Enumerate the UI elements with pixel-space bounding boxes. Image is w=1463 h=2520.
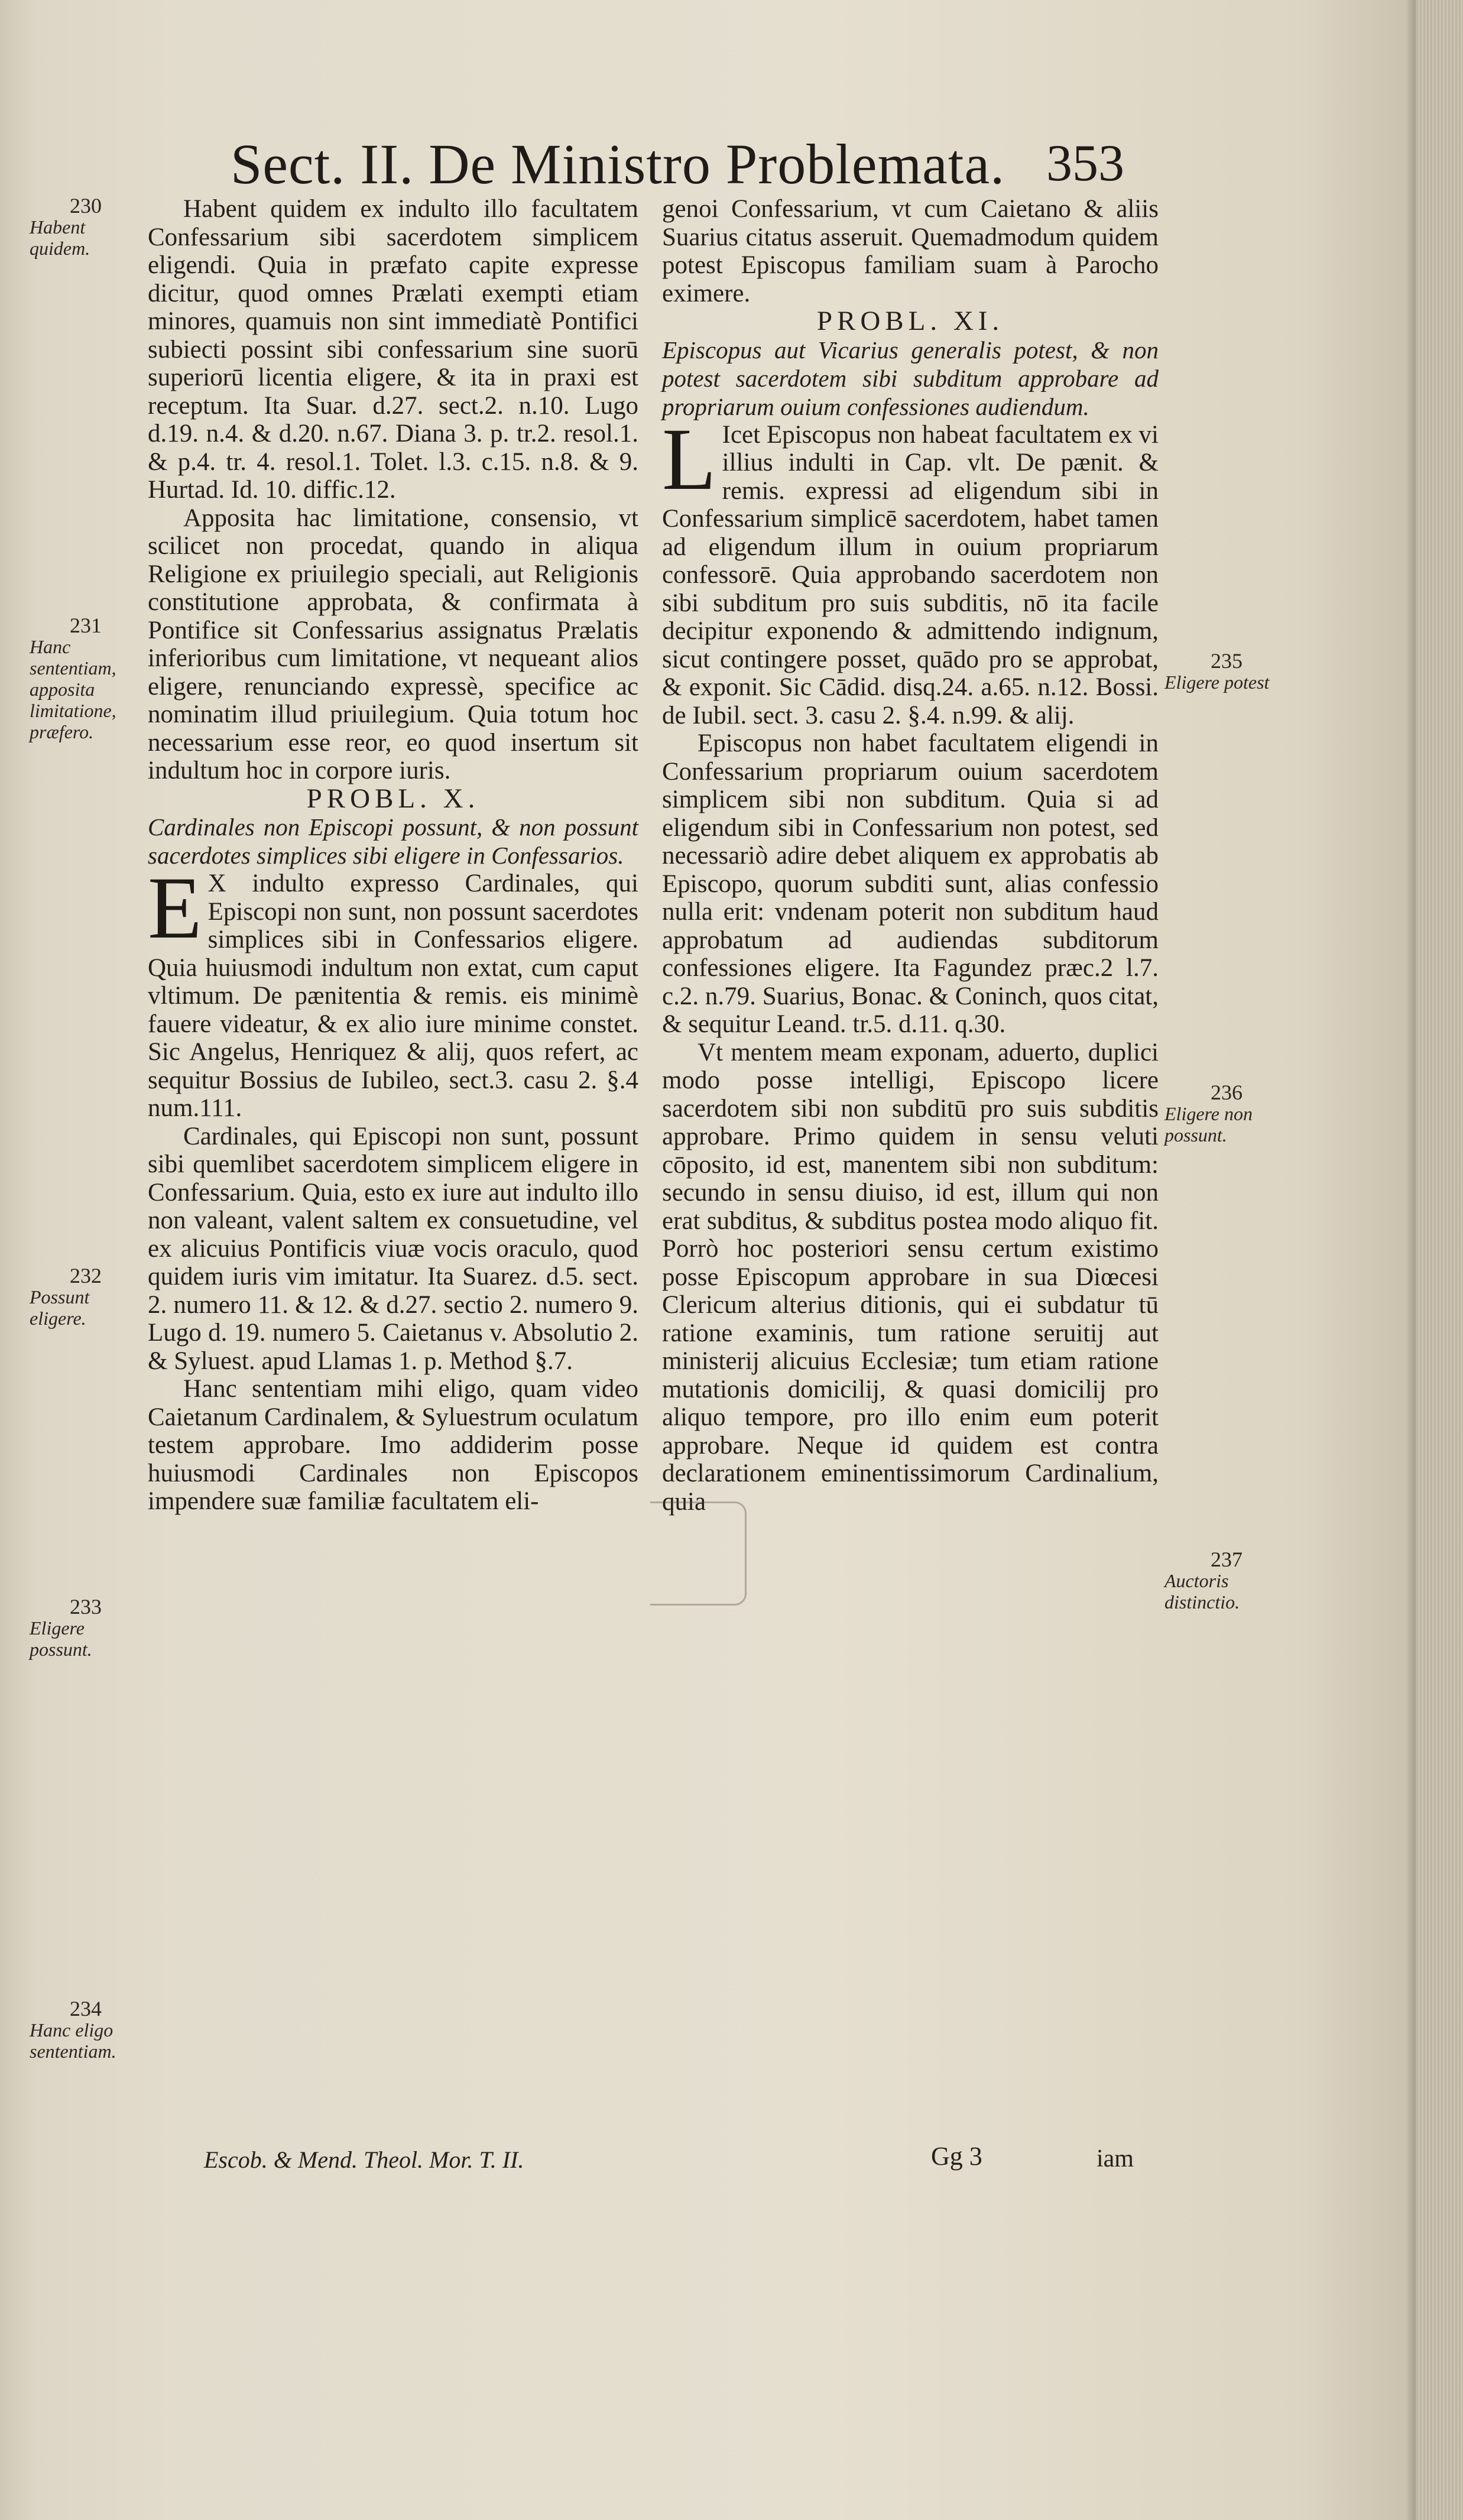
- paragraph-text: X indulto expresso Cardinales, qui Episcopi non sunt, non possunt sacerdotes simplices sibi in Confessarios eligere. Quia huiusmodi indultum non extat, cum caput vltimum. De pænitentia & remis. eis minimè fauere videatur, & ex alio iure minime constet. Sic Angelus, Henriquez & alij, quos refert, ac sequitur Bossius de Iubileo, sect.3. casu 2. §.4 num.111.: [148, 870, 638, 1122]
- paragraph: [662, 410, 1159, 730]
- margin-note-text: Eligere non possunt.: [1164, 1103, 1253, 1146]
- margin-note-text: Eligere potest: [1164, 672, 1270, 693]
- paragraph: Vt mentem meam exponam, aduerto, duplici modo posse intelligi, Episcopo licere sacerdotem sibi non subditū pro suis subditis approbare. Primo quidem in sensu veluti cōposito, id est, manentem sibi non subditum: secundo in sensu diuiso, id est, illum qui non erat subditus, & subditus postea modo aliquo fit. Porrò hoc posteriori sensu certum existimo posse Episcopum approbare in sua Diœcesi Clericum alterius ditionis, qui ei subdatur tū ratione examinis, tum ratione seruitij aut ministerij alicuius Ecclesiæ; tum etiam ratione mutationis domicilij, & quasi domicilij pro aliquo tempore, pro illo enim eum poterit approbare. Neque id quidem est contra declarationem eminentissimorum Cardinalium, quia: [662, 1038, 1159, 1516]
- right-column: [662, 195, 1159, 1516]
- margin-note-number: 231: [70, 614, 102, 637]
- problem-summary: Cardinales non Episcopi possunt, & non possunt sacerdotes simplices sibi eligere in Confessarios.: [148, 813, 638, 869]
- paragraph: Hanc sententiam mihi eligo, quam video Caietanum Cardinalem, & Syluestrum oculatum testem approbare. Imo addiderim posse huiusmodi Cardinales non Episcopos impendere suæ familiæ facultatem eli-: [148, 1375, 638, 1515]
- margin-note-text: Possunt eligere.: [30, 1286, 90, 1329]
- margin-note-text: Auctoris distinctio.: [1164, 1570, 1240, 1613]
- margin-note-number: 235: [1211, 649, 1243, 673]
- problem-heading: PROBL. XI.: [816, 306, 1004, 336]
- margin-note: [30, 615, 142, 742]
- problem-summary: Episcopus aut Vicarius generalis potest, & non potest sacerdotem sibi subditum approbare ad propriarum ouium confessiones audiendum.: [662, 336, 1159, 420]
- margin-note: [30, 1998, 142, 2062]
- page-stack-edge: [1416, 0, 1463, 2520]
- margin-note-text: Eligere possunt.: [30, 1617, 92, 1660]
- paragraph-text: Icet Episcopus non habeat facultatem ex vi illius indulti in Cap. vlt. De pænit. & remis. expressi ad eligendum sibi in Confessarium simplicē sacerdotem, habet tamen ad eligendum illum in ouium propriarum confessorē. Quia approbando sacerdotem non sibi subditum pro suis subditis, nō ita facile decipitur exponendo & admittendo indignum, sicut contingere posset, quādo pro se approbat, & exponit. Sic Cādid. disq.24. a.65. n.12. Bossi. de Iubil. sect. 3. casu 2. §.4. n.99. & alij.: [662, 420, 1159, 729]
- margin-note-number: 236: [1211, 1081, 1243, 1104]
- margin-note: [30, 1596, 142, 1660]
- margin-note: [1164, 650, 1289, 693]
- margin-note-number: 232: [70, 1264, 102, 1287]
- left-column: [148, 195, 638, 1516]
- paragraph: Apposita hac limitatione, consensio, vt scilicet non procedat, quando in aliqua Religione ex priuilegio speciali, aut Religionis constitutione approbata, & confirmata à Pontifice sit Confessarius assignatus Prælatis inferioribus cum limitatione, vt nequeant alios eligere, renunciando expressè, specifice ac nominatim illud priuilegium. Quia totum hoc necessarium esse reor, eo quod insertum sit indultum hoc in corpore iuris.: [148, 504, 638, 784]
- margin-note-number: 234: [70, 1997, 102, 2020]
- margin-note-text: Hanc eligo sententiam.: [30, 2019, 116, 2062]
- margin-note: [30, 1265, 142, 1329]
- running-head: Sect. II. De Ministro Problemata.: [231, 132, 1005, 196]
- page-number: 353: [1046, 135, 1124, 192]
- margin-note-number: 230: [70, 194, 102, 218]
- paragraph: genoi Confessarium, vt cum Caietano & aliis Suarius citatus asseruit. Quemadmodum quidem potest Episcopus familiam suam à Parocho eximere.: [662, 195, 1159, 307]
- paragraph: [148, 859, 638, 1123]
- margin-note-number: 237: [1211, 1548, 1243, 1571]
- paper-clip-impression: [650, 1501, 747, 1606]
- margin-note: [1164, 1082, 1289, 1146]
- catchword: iam: [1097, 2145, 1134, 2172]
- margin-note-number: 233: [70, 1595, 102, 1619]
- problem-heading: PROBL. X.: [306, 783, 480, 814]
- drop-capital: E: [148, 859, 202, 957]
- paragraph: Cardinales, qui Episcopi non sunt, possunt sibi quemlibet sacerdotem simplicem eligere in Confessarium. Quia, esto ex iure aut indulto illo non valeant, valent saltem ex consuetudine, vel ex alicuius Pontificis viuæ vocis oraculo, quod quidem iuris vim imitatur. Ita Suarez. d.5. sect. 2. numero 11. & 12. & d.27. sectio 2. numero 9. Lugo d. 19. numero 5. Caietanus v. Absolutio 2. & Syluest. apud Llamas 1. p. Method §.7.: [148, 1122, 638, 1375]
- drop-capital: L: [662, 410, 716, 508]
- footer-signature-line: Escob. & Mend. Theol. Mor. T. II.: [204, 2146, 524, 2173]
- margin-note-text: Hanc sententiam, apposita limitatione, præfero.: [30, 636, 116, 742]
- paragraph: Habent quidem ex indulto illo facultatem Confessarium sibi sacerdotem simplicem eligendi. Quia in præfato capite expresse dicitur, quod omnes Prælati exempti etiam minores, quamuis non sint immediatè Pontifici subiecti possint sibi confessarium sine suorū superiorū licentia eligere, & ita in praxi est receptum. Ita Suar. d.27. sect.2. n.10. Lugo d.19. n.4. & d.20. n.67. Diana 3. p. tr.2. resol.1. & p.4. tr. 4. resol.1. Tolet. l.3. c.15. n.8. & 9. Hurtad. Id. 10. diffic.12.: [148, 195, 638, 504]
- margin-note-text: Habent quidem.: [30, 216, 90, 259]
- gathering-mark: Gg 3: [931, 2142, 982, 2171]
- paragraph: Episcopus non habet facultatem eligendi in Confessarium propriarum ouium sacerdotem simplicem sibi non subditum. Quia si ad eligendum sibi in Confessarium non potest, sed necessariò adire debet aliquem ex approbatis ab Episcopo, quorum subditi sunt, alias confessio nulla erit: vndenam poterit non subditum haud approbatum ad audiendas subditorum confessiones eligere. Ita Fagundez præc.2 l.7. c.2. n.79. Suarius, Bonac. & Coninch, quos citat, & sequitur Leand. tr.5. d.11. q.30.: [662, 729, 1159, 1038]
- margin-note: [1164, 1549, 1289, 1613]
- margin-note: [30, 195, 142, 259]
